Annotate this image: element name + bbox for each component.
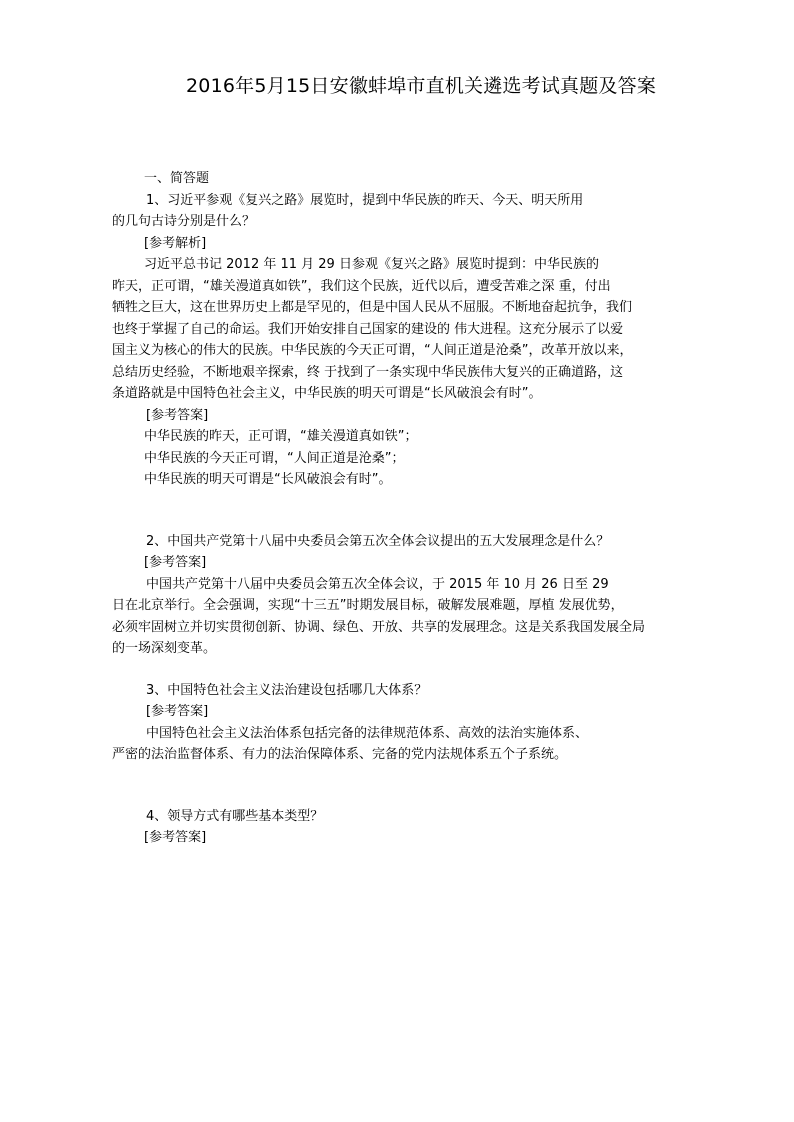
q1-analysis-line: 也终于掌握了自己的命运。我们开始安排自己国家的建设的 伟大进程。这充分展示了以爱 bbox=[112, 321, 624, 337]
q1-analysis-line: 总结历史经验，不断地艰辛探索，终 于找到了一条实现中华民族伟大复兴的正确道路，这 bbox=[112, 364, 624, 380]
q4-answer-label: [参考答案] bbox=[144, 830, 207, 845]
q1-answer-line: 中华民族的昨天，正可谓，“雄关漫道真如铁”； bbox=[144, 429, 418, 444]
q1-analysis-label: [参考解析] bbox=[144, 235, 207, 251]
question-4: 4、领导方式有哪些基本类型？ bbox=[146, 808, 324, 824]
q1-analysis-line: 国主义为核心的伟大的民族。中华民族的今天正可谓，“人间正道是沧桑”，改革开放以来， bbox=[112, 343, 633, 358]
q1-analysis-line: 习近平总书记 2012 年 11 月 29 日参观《复兴之路》展览时提到：中华民族的 bbox=[144, 257, 599, 272]
q1-analysis-line: 昨天，正可谓，“雄关漫道真如铁”，我们这个民族，近代以后，遭受苦难之深 重，付出 bbox=[112, 278, 611, 294]
q1-analysis-line: 牺牲之巨大，这在世界历史上都是罕见的，但是中国人民从不屈服。不断地奋起抗争，我们 bbox=[112, 300, 633, 315]
q1-answer-line: 中华民族的今天正可谓，“人间正道是沧桑”； bbox=[144, 450, 405, 466]
q1-analysis-line: 条道路就是中国特色社会主义，中华民族的明天可谓是“长风破浪会有时”。 bbox=[112, 386, 542, 401]
q3-answer-label: [参考答案] bbox=[146, 704, 209, 719]
section-heading: 一、简答题 bbox=[144, 171, 210, 186]
q2-answer-label: [参考答案] bbox=[144, 555, 207, 570]
question-1-line-1: 1、习近平参观《复兴之路》展览时，提到中华民族的昨天、今天、明天所用 bbox=[146, 192, 584, 208]
document-body bbox=[112, 168, 692, 849]
page-title: 2016年5月15日安徽蚌埠市直机关遴选考试真题及答案 bbox=[186, 75, 657, 97]
question-3: 3、中国特色社会主义法治建设包括哪几大体系？ bbox=[146, 682, 428, 698]
q3-answer-line: 中国特色社会主义法治体系包括完备的法律规范体系、高效的法治实施体系、 bbox=[146, 725, 589, 741]
question-2: 2、中国共产党第十八届中央委员会第五次全体会议提出的五大发展理念是什么？ bbox=[146, 533, 610, 549]
q1-answer-label: [参考答案] bbox=[146, 407, 209, 423]
q3-answer-line: 严密的法治监督体系、有力的法治保障体系、完备的党内法规体系五个子系统。 bbox=[112, 747, 568, 762]
q2-answer-line: 的一场深刻变革。 bbox=[112, 641, 217, 656]
q2-answer-line: 必须牢固树立并切实贯彻创新、协调、绿色、开放、共享的发展理念。这是关系我国发展全局 bbox=[112, 619, 646, 635]
q1-answer-line: 中华民族的明天可谓是“长风破浪会有时”。 bbox=[144, 472, 392, 487]
q2-answer-line: 日在北京举行。全会强调，实现“十三五”时期发展目标，破解发展难题，厚植 发展优势， bbox=[112, 598, 624, 613]
question-1-line-2: 的几句古诗分别是什么？ bbox=[112, 214, 256, 229]
q2-answer-line: 中国共产党第十八届中央委员会第五次全体会议，于 2015 年 10 月 26 日至 29 bbox=[146, 576, 609, 592]
